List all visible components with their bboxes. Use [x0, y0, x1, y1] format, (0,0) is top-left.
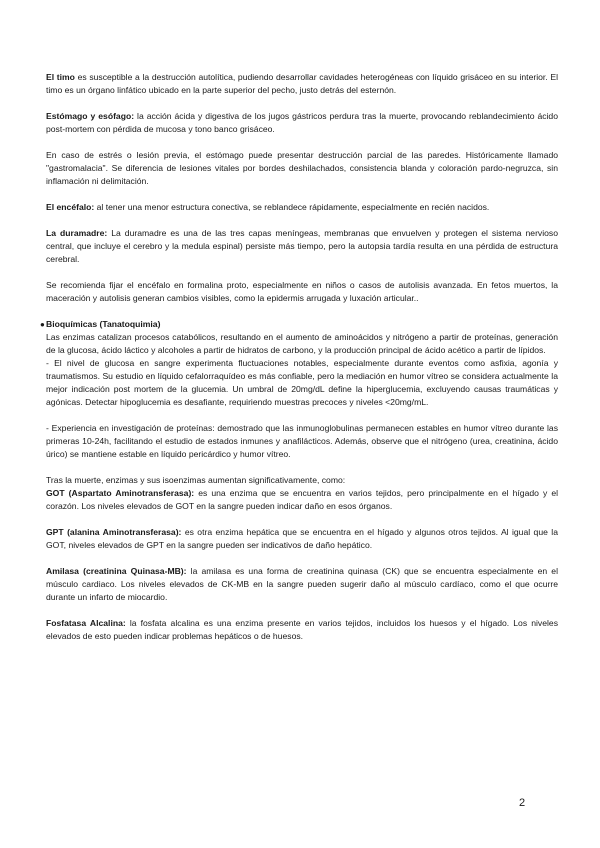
term-encefalo: El encéfalo: — [46, 202, 95, 212]
paragraph-enzimas: Las enzimas catalizan procesos catabólicos, resultando en el aumento de aminoácidos y nitrógeno a partir de proteínas, generación de la glucosa, ácido láctico y alcoholes a partir de hidratos de carbono, y la producción principal de ácido acético a partir de lípidos. — [46, 332, 558, 355]
term-estomago: Estómago y esófago: — [46, 111, 135, 121]
paragraph-gastromalacia: En caso de estrés o lesión previa, el estómago puede presentar destrucción parcial de las paredes. Históricamente llamado "gastromalacia". Se diferencia de lesiones vitales por bordes deshilachados, consistencia blanda y coloración pardo-negruzca, sin inflamación ni delimitación. — [46, 150, 558, 186]
page-number: 2 — [519, 797, 526, 809]
paragraph-timo — [46, 71, 558, 97]
text-encefalo: al tener una menor estructura conectiva, se reblandece rápidamente, especialmente en recién nacidos. — [94, 202, 490, 212]
text-fosfatasa: la fosfata alcalina es una enzima presente en varios tejidos, incluidos los huesos y el hígado. Los niveles elevados de esto pueden indicar problemas hepáticos o de huesos. — [46, 618, 558, 641]
section-title: Bioquímicas (Tanatoquimia) — [46, 319, 161, 329]
term-amilasa: Amilasa (creatinina Quinasa-MB): — [46, 566, 187, 576]
paragraph-isoenzimas: Tras la muerte, enzimas y sus isoenzimas aumentan significativamente, como: — [46, 475, 346, 485]
page-body — [40, 71, 559, 643]
term-duramadre: La duramadre: — [46, 228, 108, 238]
term-got: GOT (Aspartato Aminotransferasa): — [46, 488, 195, 498]
paragraph-formalina: Se recomienda fijar el encéfalo en formalina proto, especialmente en niños o casos de autolisis avanzada. En fetos muertos, la maceración y autolisis generan cambios visibles, como la epidermis arrugada y luxación articular.. — [46, 280, 558, 303]
paragraph-encefalo — [46, 201, 558, 214]
term-timo: El timo — [46, 72, 75, 82]
paragraph-amilasa — [46, 565, 558, 604]
paragraph-proteinas: - Experiencia en investigación de proteínas: demostrado que las inmunoglobulinas permanecen estables en humor vítreo durante las primeras 10-24h, facilitando el estudio de estados inmunes y anafilácticos. Además, observe que el nitrógeno (urea, creatinina, ácido úrico) se mantiene estable en líquido pericárdico y humor vítreo. — [46, 423, 558, 459]
paragraph-estomago — [46, 110, 558, 136]
paragraph-duramadre — [46, 227, 558, 266]
bullet-icon: ● — [40, 320, 45, 329]
section-heading-bioquimicas — [40, 318, 558, 331]
paragraph-got — [46, 487, 558, 513]
text-amilasa: la amilasa es una forma de creatinina quinasa (CK) que se encuentra especialmente en el músculo cardiaco. Los niveles elevados de CK-MB en la sangre pueden sugerir daño al músculo cardíaco, como el que ocurre durante un infarto de miocardio. — [46, 566, 558, 602]
paragraph-gpt — [46, 526, 558, 552]
term-gpt: GPT (alanina Aminotransferasa): — [46, 527, 182, 537]
term-fosfatasa: Fosfatasa Alcalina: — [46, 618, 126, 628]
text-timo: es susceptible a la destrucción autolítica, pudiendo desarrollar cavidades heterogéneas con líquido grisáceo en su interior. El timo es un órgano linfático ubicado en la parte superior del pecho, justo detrás del esternón. — [46, 72, 558, 95]
text-duramadre: La duramadre es una de las tres capas meníngeas, membranas que envuelven y protegen el sistema nervioso central, que incluye el cerebro y la medula espinal) persiste más tiempo, pero la autopsia tardía resulta en una pérdida de estructura cerebral. — [46, 228, 558, 264]
text-estomago: la acción ácida y digestiva de los jugos gástricos perdura tras la muerte, provocando reblandecimiento ácido post-mortem con pérdida de mucosa y tono banco grisáceo. — [46, 111, 558, 134]
paragraph-fosfatasa — [46, 617, 558, 643]
text-got: es una enzima que se encuentra en varios tejidos, pero principalmente en el hígado y el corazón. Los niveles elevados de GOT en la sangre pueden indicar daño en esos órganos. — [46, 488, 559, 511]
text-gpt: es otra enzima hepática que se encuentra en el hígado y algunos otros tejidos. Al igual que la GOT, niveles elevados de GPT en la sangre pueden ser indicativos de daño hepático. — [46, 527, 558, 550]
paragraph-glucosa: - El nivel de glucosa en sangre experimenta fluctuaciones notables, especialmente durante eventos como asfixia, agonía y traumatismos. Su estudio en líquido cefalorraquídeo es más confiable, pero la mediación en humor vítreo se considera actualmente la mejor indicación post mortem de la glucemia. Un umbral de 20mg/dL define la hiperglucemia, excluyendo causas traumáticas y agónicas. Detectar hipoglucemia es desafiante, requiriendo muestras precoces y niveles <20mg/mL. — [46, 358, 558, 407]
